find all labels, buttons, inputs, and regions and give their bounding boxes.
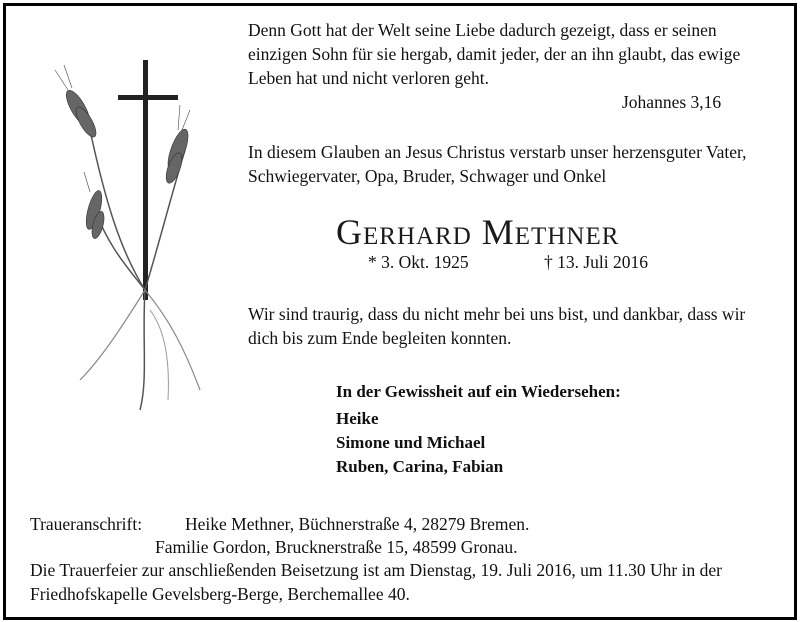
death-date: † 13. Juli 2016 bbox=[544, 252, 649, 272]
ceremony-line: Friedhofskapelle Gevelsberg-Berge, Berchemallee 40. bbox=[30, 584, 410, 604]
ceremony-line: Die Trauerfeier zur anschließenden Beisetzung ist am Dienstag, 19. Juli 2016, um 11.30 Uhr in der bbox=[30, 560, 722, 580]
address-line-1: Heike Methner, Büchnerstraße 4, 28279 Bremen. bbox=[185, 514, 530, 534]
address-line-2: Familie Gordon, Brucknerstraße 15, 48599 Gronau. bbox=[155, 537, 518, 557]
verse-line: einzigen Sohn für sie hergab, damit jeder, der an ihn glaubt, das ewige bbox=[248, 44, 741, 64]
intro-line: In diesem Glauben an Jesus Christus verstarb unser herzensguter Vater, bbox=[248, 142, 747, 162]
bible-verse bbox=[248, 18, 768, 90]
ceremony-info bbox=[30, 558, 722, 606]
address-label: Traueranschrift: bbox=[30, 514, 143, 534]
mourner-name: Heike bbox=[336, 409, 379, 428]
verse-reference: Johannes 3,16 bbox=[622, 92, 722, 112]
sorrow-line: dich bis zum Ende begleiten konnten. bbox=[248, 328, 512, 348]
verse-line: Leben hat und nicht verloren geht. bbox=[248, 68, 490, 88]
birth-date: * 3. Okt. 1925 bbox=[368, 252, 469, 272]
mourners-list bbox=[336, 407, 503, 479]
verse-line: Denn Gott hat der Welt seine Liebe dadurch gezeigt, dass er seinen bbox=[248, 20, 717, 40]
sorrow-line: Wir sind traurig, dass du nicht mehr bei uns bist, und dankbar, dass wir bbox=[248, 304, 746, 324]
deceased-name: Gerhard Methner bbox=[336, 212, 620, 252]
sorrow-text bbox=[248, 302, 745, 350]
mourner-name: Ruben, Carina, Fabian bbox=[336, 457, 504, 476]
mourners-heading: In der Gewissheit auf ein Wiedersehen: bbox=[336, 382, 621, 401]
cross-with-wheat-icon bbox=[50, 60, 210, 420]
mourner-name: Simone und Michael bbox=[336, 433, 486, 452]
intro-line: Schwiegervater, Opa, Bruder, Schwager und Onkel bbox=[248, 166, 607, 186]
intro-text bbox=[248, 140, 747, 188]
